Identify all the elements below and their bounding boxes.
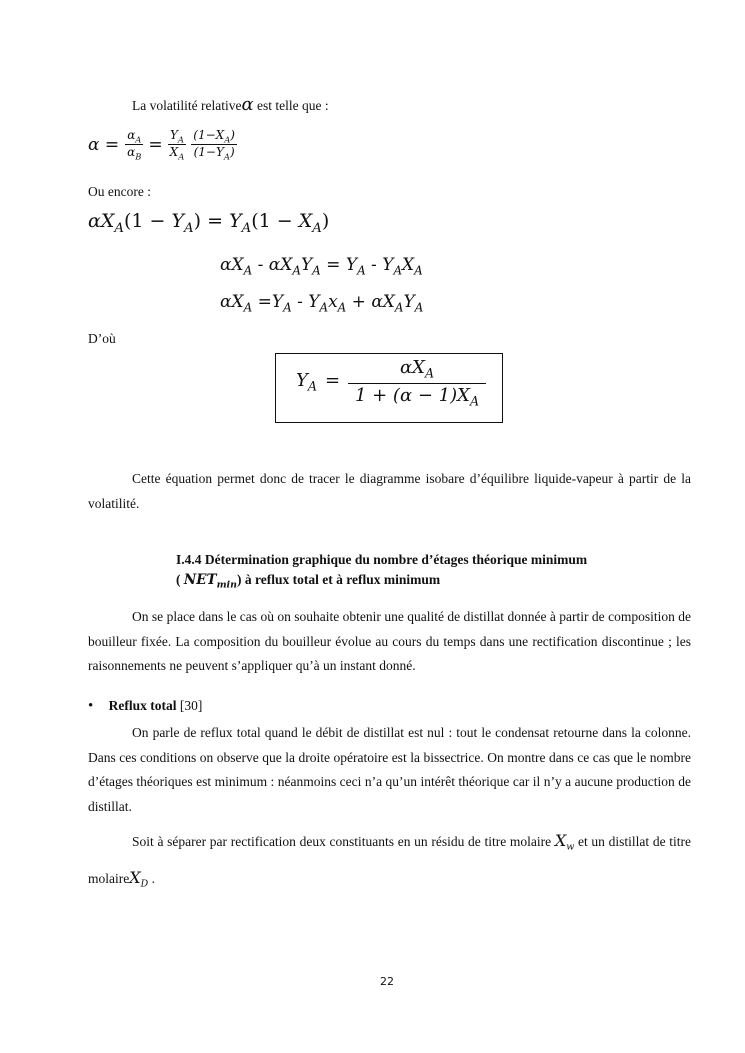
boxed-result [275,353,503,423]
boxed-lhs: $Y_A$ = [296,370,341,394]
bullet-mark: • [88,698,94,714]
intro-text: La volatilité relative [132,98,242,113]
equation-4: $\alpha X_A =Y_A - Y_Ax_A + \alpha X_AY_A$ [220,292,424,315]
eq1-frac-yx: $\frac{Y_A}{X_A}$ [169,128,185,162]
intro-line [132,96,329,115]
eq1-equals: = [148,134,163,155]
bullet-title: Reflux total [108,698,177,713]
bullet-ref: [30] [176,698,203,713]
heading-line-2: ( $NET_{min}$) à reflux total et à reflux minimum [176,572,441,591]
section-heading [176,550,587,596]
equation-alpha-definition [88,128,237,162]
dou-label: D’où [88,331,116,346]
equation-3: $\alpha X_A - \alpha X_AY_A = Y_A - Y_AX_A$ [220,255,423,278]
heading-line-1: I.4.4 Détermination graphique du nombre d’étages théorique minimum [176,552,588,567]
paragraph-context: On se place dans le cas où on souhaite obtenir une qualité de distillat donnée à partir de composition de bouilleur fixée. La composition du bouilleur évolue au cours du temps dans une rectification discontinue ; les raisonnements ne peuvent s’appliquer qu’à un instant donné. [88,609,691,673]
eq1-frac-alpha: $\frac{\alpha_A}{\alpha_B}$ [127,128,142,162]
ou-encore-label: Ou encore : [88,184,151,199]
eq1-lhs: α = [88,134,120,155]
intro-text-end: est telle que : [253,98,329,113]
paragraph-reflux-total: On parle de reflux total quand le débit de distillat est nul : tout le condensat retourne dans la colonne. Dans ces conditions on observe que la droite opératoire est la bissectrice. On montre dans ce cas que le nombre d’étages théoriques est minimum : néanmoins ceci n’a qu’un intérêt théorique car il n’y a aucune production de distillat. [88,725,691,814]
eq1-frac-ratio: $\frac{(1-X_A)}{(1-Y_A)}$ [193,128,235,162]
equation-2: $\alpha X_A(1 - Y_A) = Y_A(1 - X_A)$ [88,210,330,236]
boxed-fraction: $\alpha X_A$ $1 + (\alpha - 1)X_A$ [348,357,486,408]
paragraph-separation: Soit à séparer par rectification deux constituants en un résidu de titre molaire $X_w$ et un distillat de titre molaireX$_D$ . [88,831,691,890]
paragraph-equation-use: Cette équation permet donc de tracer le diagramme isobare d’équilibre liquide-vapeur à partir de la volatilité. [88,471,691,511]
alpha-symbol: α [241,94,254,115]
bullet-reflux-total [88,697,202,715]
page-number: 22 [380,975,394,988]
